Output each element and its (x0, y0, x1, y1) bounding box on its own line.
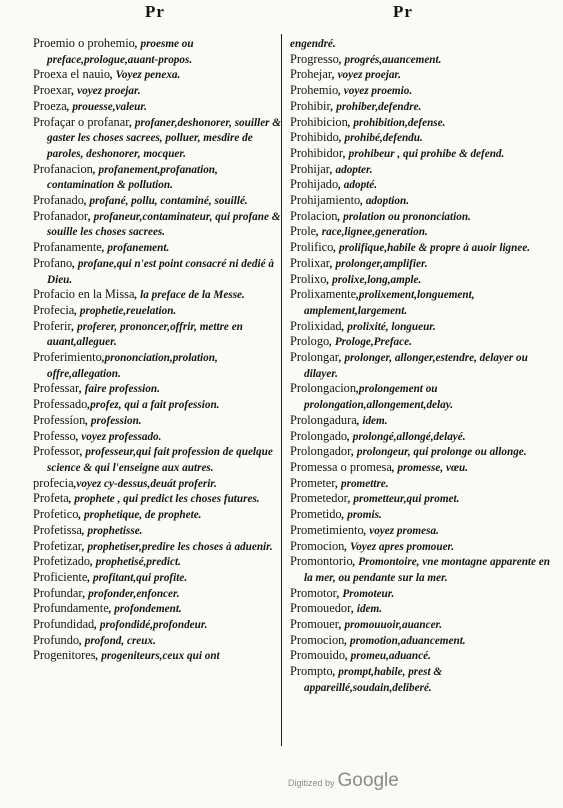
entry-translation: , adoption. (360, 195, 410, 208)
entry-headword: Prohibicion (290, 114, 348, 129)
entry-headword: Proexar (33, 83, 72, 98)
column-divider (281, 34, 282, 746)
dictionary-entry (33, 539, 285, 555)
entry-headword: Progenitores (33, 648, 96, 663)
entry-translation: , adopté. (338, 179, 378, 192)
dictionary-entry (290, 633, 552, 649)
entry-translation: , prolongé,allongé,delayé. (347, 430, 466, 443)
entry-headword: Prohijamiento (290, 193, 361, 208)
entry-translation: , profane,qui n'est point consacré ni dedié à Dieu. (47, 257, 274, 286)
entry-headword: Prologo (290, 334, 330, 349)
entry-translation: , faire profession. (79, 383, 160, 396)
entry-translation: , prolongeur, qui prolonge ou allonge. (351, 446, 527, 459)
dictionary-entry (290, 146, 552, 162)
entry-headword: Prolacion (290, 208, 338, 223)
dictionary-entry (33, 67, 285, 83)
entry-translation: , promesse, vœu. (391, 461, 469, 474)
dictionary-entry (290, 523, 552, 539)
dictionary-entry (290, 67, 552, 83)
entry-translation: , prohibé,defendu. (338, 132, 423, 145)
entry-headword: Prolongacion (290, 381, 357, 396)
dictionary-entry (33, 491, 285, 507)
entry-headword: Prometimiento (290, 522, 364, 537)
dictionary-entry (290, 209, 552, 225)
dictionary-entry (33, 36, 285, 67)
dictionary-entry (290, 52, 552, 68)
left-column (33, 36, 285, 664)
dictionary-entry (290, 648, 552, 664)
entry-translation: ,prononciation,prolation, offre,allegation. (47, 352, 218, 380)
dictionary-entry (33, 648, 285, 664)
dictionary-entry (33, 319, 285, 350)
dictionary-entry (290, 460, 552, 476)
entry-translation: , profanement,profanation, contamination & pollution. (47, 163, 218, 192)
entry-headword: Profanado (33, 193, 84, 208)
dictionary-entry (290, 130, 552, 146)
dictionary-entry (33, 523, 285, 539)
entry-headword: Profetizar (33, 538, 82, 553)
right-column (290, 36, 552, 696)
dictionary-entry (33, 601, 285, 617)
google-logo: Google (337, 770, 399, 791)
running-header-right: Pr (393, 2, 413, 21)
entry-translation: , prolonger, allonger,estendre, delayer ou dilayer. (304, 352, 528, 380)
dictionary-entry (290, 177, 552, 193)
entry-translation: , prolixe,long,ample. (326, 273, 422, 286)
dictionary-entry (290, 664, 552, 695)
dictionary-entry (290, 334, 552, 350)
dictionary-entry (290, 507, 552, 523)
entry-headword: Profundo (33, 632, 80, 647)
entry-translation: , idem. (351, 603, 383, 616)
entry-headword: Prolixar (290, 255, 330, 270)
dictionary-entry (33, 586, 285, 602)
dictionary-entry (290, 476, 552, 492)
dictionary-entry (33, 193, 285, 209)
entry-headword: Prometido (290, 507, 342, 522)
entry-translation: , profondidé,profondeur. (94, 619, 208, 632)
dictionary-entry (33, 83, 285, 99)
dictionary-entry (290, 601, 552, 617)
dictionary-entry (290, 444, 552, 460)
entry-translation: , profonder,enfoncer. (82, 587, 180, 600)
entry-translation: , prompt,habile, prest & appareillé,soudain,deliberé. (304, 666, 443, 694)
entry-translation: , progeniteurs,ceux qui ont (95, 650, 220, 663)
entry-headword: Prolongador (290, 444, 352, 459)
dictionary-entry (290, 350, 552, 381)
entry-headword: Promouido (290, 648, 346, 663)
entry-translation: , idem. (356, 414, 388, 427)
entry-translation: ,voyez cy-dessus,deuát proferir. (73, 477, 217, 490)
entry-translation: ,prolixement,longuement, amplement,largement. (304, 289, 475, 317)
dictionary-entry (290, 539, 552, 555)
entry-translation: , promouuoir,auancer. (338, 619, 443, 632)
entry-headword: Professado (33, 397, 88, 412)
dictionary-entry (33, 240, 285, 256)
entry-headword: Prometer (290, 475, 336, 490)
entry-translation: , race,lignee,generation. (316, 226, 428, 239)
entry-headword: Prohibido (290, 130, 339, 145)
dictionary-entry (290, 240, 552, 256)
digitized-by-google (288, 770, 399, 792)
entry-translation: , profitant,qui profite. (87, 571, 188, 584)
entry-headword: Promocion (290, 538, 345, 553)
entry-translation: , la preface de la Messe. (134, 289, 245, 302)
dictionary-entry (290, 256, 552, 272)
entry-translation: , adopter. (329, 163, 373, 176)
entry-translation: , Voyez penexa. (110, 69, 181, 82)
dictionary-entry (290, 224, 552, 240)
entry-headword: Professo (33, 428, 76, 443)
entry-headword: Profacio en la Missa (33, 287, 135, 302)
entry-headword: Proexa el nauio (33, 67, 111, 82)
dictionary-entry (33, 162, 285, 193)
entry-translation: ,prolongement ou prolongation,allongement,delay. (304, 383, 454, 412)
entry-headword: Prohijar (290, 161, 330, 176)
dictionary-entry (290, 115, 552, 131)
entry-translation: , profaner,deshonorer, souiller & gaster les choses sacrees, polluer, mesdire de paroles, deshonorer, mocquer. (47, 116, 282, 160)
dictionary-entry (33, 115, 285, 162)
dictionary-entry (290, 429, 552, 445)
dictionary-entry (290, 617, 552, 633)
entry-translation: , voyez promesa. (363, 524, 439, 537)
entry-translation: , profondement. (108, 603, 182, 616)
dictionary-entry (290, 287, 552, 318)
entry-translation: , Promoteur. (336, 587, 395, 600)
entry-headword: Promouedor (290, 601, 352, 616)
entry-translation: , profession. (85, 414, 142, 427)
entry-translation: , prophetisé,predict. (90, 556, 181, 569)
dictionary-entry (33, 633, 285, 649)
entry-headword: Profetizado (33, 554, 91, 569)
dictionary-entry (33, 287, 285, 303)
entry-headword: Prolixamente (290, 287, 357, 302)
dictionary-entry (33, 303, 285, 319)
dictionary-entry (290, 381, 552, 412)
entry-headword: Profecia (33, 302, 75, 317)
entry-translation: , prolixité, longueur. (341, 320, 436, 333)
dictionary-entry (33, 381, 285, 397)
entry-headword: Promocion (290, 632, 345, 647)
entry-translation: , promeu,aduancé. (345, 650, 431, 663)
entry-translation: , prolation ou prononciation. (337, 210, 471, 223)
entry-translation: , prophetie,reuelation. (74, 304, 177, 317)
entry-headword: Prohijado (290, 177, 339, 192)
dictionary-entry (33, 554, 285, 570)
entry-headword: Profanamente (33, 240, 102, 255)
entry-translation: , voyez professado. (75, 430, 162, 443)
entry-headword: Profundamente (33, 601, 109, 616)
dictionary-entry (33, 209, 285, 240)
entry-headword: Profanador (33, 208, 89, 223)
entry-translation: , progrés,auancement. (338, 53, 442, 66)
entry-headword: Prole (290, 224, 317, 239)
entry-headword: Prolongar (290, 350, 339, 365)
entry-headword: Profeta (33, 491, 69, 506)
entry-headword: Professar (33, 381, 80, 396)
entry-translation: , promotion,aduancement. (344, 634, 466, 647)
entry-headword: Prohemio (290, 83, 339, 98)
entry-headword: Prolongado (290, 428, 348, 443)
entry-headword: Professíon (33, 412, 86, 427)
dictionary-entry (290, 586, 552, 602)
entry-headword: Prolongadura (290, 412, 357, 427)
entry-headword: Proficiente (33, 569, 88, 584)
entry-headword: Proeza (33, 98, 67, 113)
dictionary-entry (290, 554, 552, 585)
entry-translation: , prouesse,valeur. (66, 100, 147, 113)
entry-translation: , profanement. (101, 242, 170, 255)
running-header-left: Pr (145, 2, 165, 21)
entry-headword: Promontorio (290, 554, 353, 569)
dictionary-entry (290, 83, 552, 99)
entry-translation: , prolifique,habile & propre à auoir lignee. (333, 242, 531, 255)
dictionary-entry (33, 476, 285, 492)
entry-translation: , profond, creux. (79, 634, 156, 647)
dictionary-entry (290, 193, 552, 209)
dictionary-entry (33, 570, 285, 586)
entry-translation: , Prologe,Preface. (329, 336, 412, 349)
entry-headword: Prolixo (290, 271, 327, 286)
entry-translation: , proesme ou preface,prologue,auant-propos. (47, 38, 194, 66)
entry-translation: , voyez proejar. (331, 69, 401, 82)
entry-headword: Progresso (290, 51, 339, 66)
entry-headword: Prolifico (290, 240, 334, 255)
entry-translation: , prophetiser,predire les choses à aduenir. (81, 540, 273, 553)
entry-translation: , Promontoire, vne montagne apparente en la mer, ou pendante sur la mer. (304, 556, 550, 584)
dictionary-entry (33, 99, 285, 115)
entry-headword: Prolixidad (290, 318, 342, 333)
entry-translation: , promettre. (335, 477, 389, 490)
entry-headword: Profetissa (33, 522, 82, 537)
entry-headword: Profetico (33, 507, 79, 522)
dictionary-entry (290, 413, 552, 429)
entry-headword: Profundar (33, 585, 83, 600)
entry-headword: Proferimiento (33, 350, 102, 365)
entry-headword: Professor (33, 444, 80, 459)
entry-headword: Prompto (290, 664, 333, 679)
entry-headword: Prohibidor (290, 145, 344, 160)
dictionary-entry (290, 319, 552, 335)
dictionary-entry (33, 350, 285, 381)
dictionary-entry (33, 617, 285, 633)
dictionary-entry (290, 99, 552, 115)
entry-translation: , prohiber,defendre. (330, 100, 422, 113)
entry-headword: Profano (33, 255, 73, 270)
entry-translation: , prolonger,amplifier. (329, 257, 428, 270)
entry-translation: , Voyez apres promouer. (344, 540, 455, 553)
dictionary-entry (290, 272, 552, 288)
entry-translation: , prophetique, de prophete. (78, 509, 202, 522)
entry-translation: , prometteur,qui promet. (347, 493, 460, 506)
entry-translation: , voyez proejar. (71, 85, 141, 98)
dictionary-entry (33, 413, 285, 429)
entry-translation: , proferer, prononcer,offrir, mettre en auant,alleguer. (47, 320, 243, 349)
entry-translation: , professeur,qui fait profession de quelque science & qui l'enseigne aux autres. (47, 446, 273, 474)
entry-translation: , prophete , qui predict les choses futures. (68, 493, 260, 506)
entry-translation: , prohibition,defense. (347, 116, 446, 129)
entry-translation: , promis. (341, 509, 382, 522)
entry-translation: engendré. (290, 38, 336, 50)
entry-translation: , prophetisse. (81, 524, 143, 537)
entry-headword: Promessa o promesa (290, 459, 392, 474)
entry-headword: Prohibir (290, 98, 331, 113)
entry-headword: profecia (33, 475, 74, 490)
entry-headword: Prometedor (290, 491, 348, 506)
entry-translation: , profaneur,contaminateur, qui profane & souille les choses sacrees. (47, 210, 281, 239)
entry-translation: , voyez proemio. (338, 85, 413, 98)
entry-headword: Profaçar o profanar (33, 114, 130, 129)
entry-headword: Profanacion (33, 161, 93, 176)
entry-headword: Proferir (33, 318, 72, 333)
entry-translation: , profané, pollu, contaminé, souillé. (83, 195, 248, 208)
entry-headword: Proemio o prohemio (33, 36, 135, 50)
dictionary-entry (290, 491, 552, 507)
dictionary-entry (290, 162, 552, 178)
dictionary-entry (33, 256, 285, 287)
digitized-label: Digitized by (288, 778, 335, 788)
dictionary-entry (290, 36, 552, 52)
entry-translation: , prohibeur , qui prohibe & defend. (343, 147, 505, 160)
dictionary-entry (33, 429, 285, 445)
dictionary-entry (33, 444, 285, 475)
entry-headword: Profundidad (33, 617, 95, 632)
entry-translation: ,profez, qui a fait profession. (87, 399, 220, 412)
entry-headword: Promotor (290, 585, 337, 600)
entry-headword: Promouer (290, 617, 339, 632)
dictionary-entry (33, 507, 285, 523)
dictionary-entry (33, 397, 285, 413)
entry-headword: Prohejar (290, 67, 332, 82)
